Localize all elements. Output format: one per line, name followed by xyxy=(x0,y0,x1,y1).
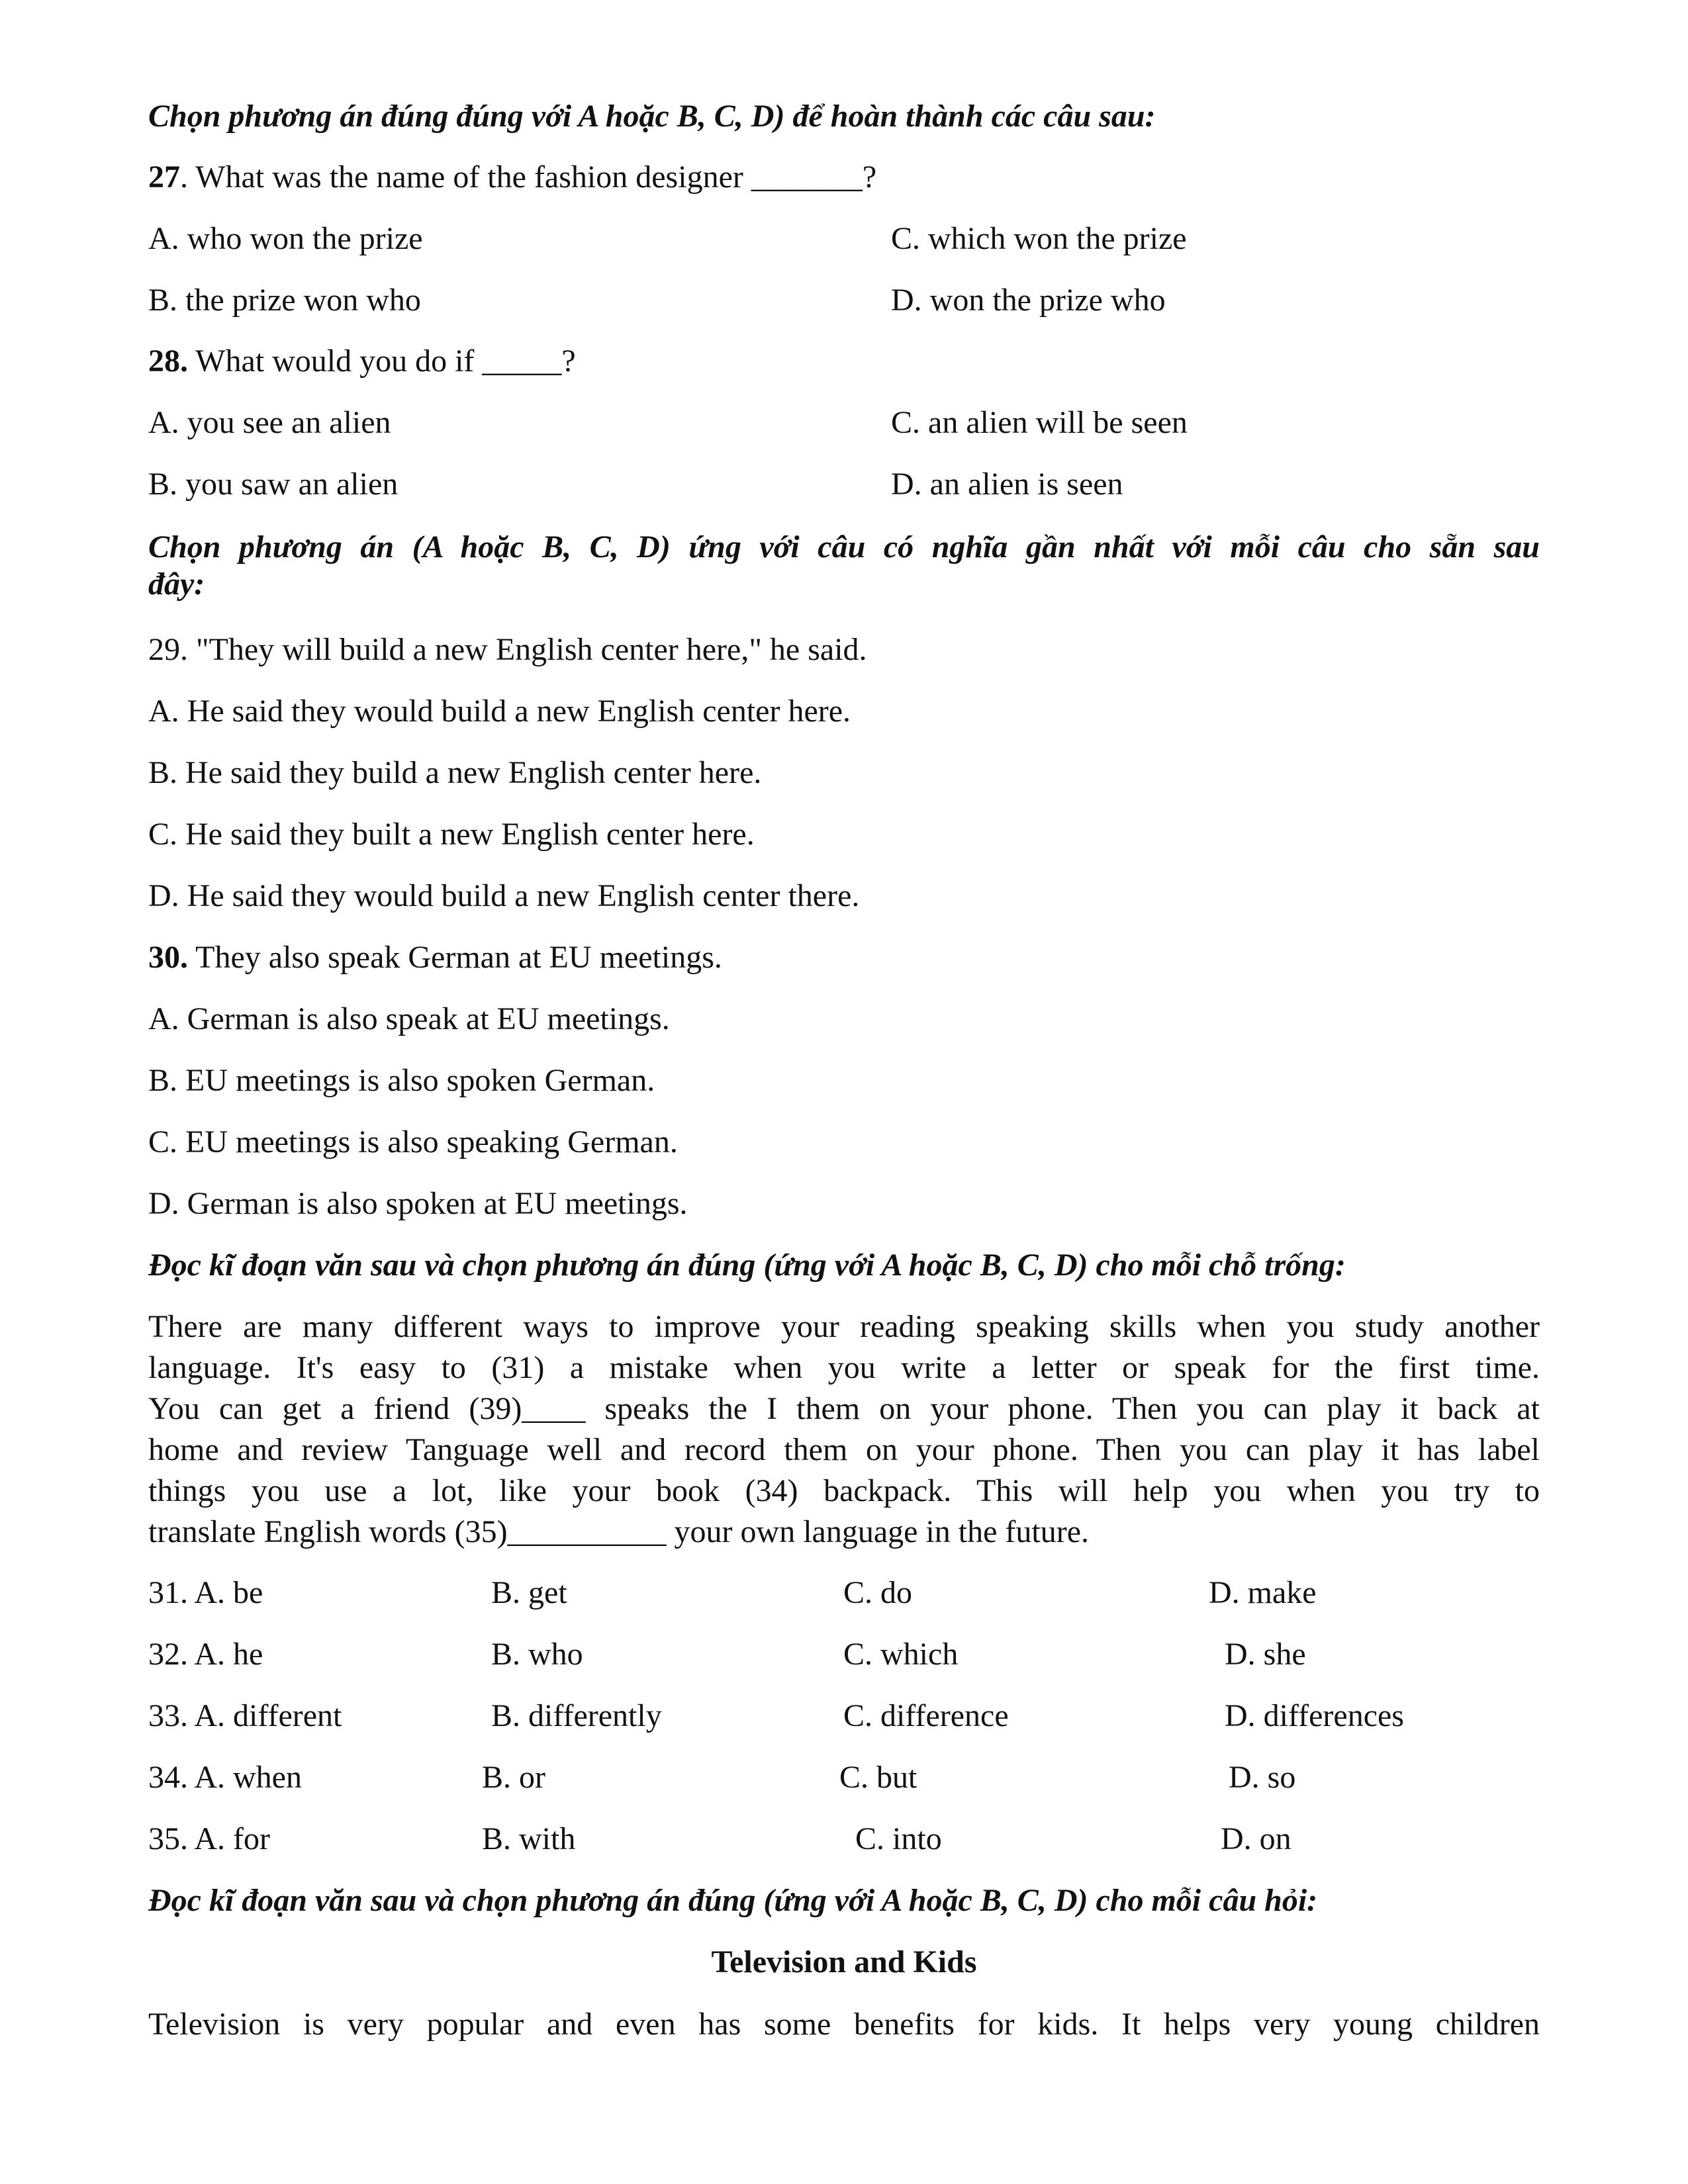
cloze-33-d: D. differences xyxy=(1225,1698,1404,1733)
section-heading-2 xyxy=(148,527,1540,605)
option-28d: D. an alien is seen xyxy=(891,467,1123,502)
question-28 xyxy=(148,341,576,381)
section-heading-2-line-1: Chọn phương án (A hoặc B, C, D) ứng với câu có nghĩa gần nhất với mỗi câu cho sẵn sau xyxy=(148,529,1540,565)
passage-line: home and review Tanguage well and record them on your phone. Then you can play it has label xyxy=(148,1432,1540,1467)
reading-passage xyxy=(148,2004,1540,2045)
section-heading-4: Đọc kĩ đoạn văn sau và chọn phương án đúng (ứng với A hoặc B, C, D) cho mỗi câu hỏi: xyxy=(148,1883,1318,1918)
cloze-31-a: 31. A. be xyxy=(148,1575,263,1610)
passage-line: language. It's easy to (31) a mistake when you write a letter or speak for the first time. xyxy=(148,1350,1540,1385)
question-29: 29. "They will build a new English center here," he said. xyxy=(148,632,867,667)
cloze-32-c: C. which xyxy=(843,1637,959,1672)
cloze-33-a: 33. A. different xyxy=(148,1698,342,1733)
option-28a: A. you see an alien xyxy=(148,405,391,440)
cloze-32-a: 32. A. he xyxy=(148,1637,263,1672)
option-28c: C. an alien will be seen xyxy=(891,405,1188,440)
option-27b: B. the prize won who xyxy=(148,283,421,318)
option-27c: C. which won the prize xyxy=(891,221,1187,256)
section-heading-2-line-2: đây: xyxy=(148,567,205,602)
question-number: 27 xyxy=(148,159,180,195)
question-stem: . What was the name of the fashion designer _______? xyxy=(180,159,877,195)
option-29a: A. He said they would build a new English center here. xyxy=(148,694,851,729)
cloze-33-c: C. difference xyxy=(843,1698,1009,1733)
cloze-34-a: 34. A. when xyxy=(148,1760,302,1795)
cloze-31-d: D. make xyxy=(1209,1575,1317,1610)
cloze-34-c: C. but xyxy=(839,1760,917,1795)
option-29d: D. He said they would build a new English center there. xyxy=(148,878,860,913)
section-heading-3: Đọc kĩ đoạn văn sau và chọn phương án đúng (ứng với A hoặc B, C, D) cho mỗi chỗ trống: xyxy=(148,1248,1346,1283)
section-heading-1: Chọn phương án đúng đúng với A hoặc B, C, D) để hoàn thành các câu sau: xyxy=(148,99,1156,134)
cloze-35-a: 35. A. for xyxy=(148,1821,270,1856)
passage-line: There are many different ways to improve your reading speaking skills when you study another xyxy=(148,1309,1540,1344)
cloze-31-b: B. get xyxy=(491,1575,567,1610)
cloze-35-b: B. with xyxy=(482,1821,576,1856)
option-30d: D. German is also spoken at EU meetings. xyxy=(148,1186,688,1221)
passage-line: You can get a friend (39)____ speaks the I them on your phone. Then you can play it back at xyxy=(148,1391,1540,1426)
option-27d: D. won the prize who xyxy=(891,283,1166,318)
cloze-passage xyxy=(148,1306,1540,1553)
question-27 xyxy=(148,158,876,197)
cloze-34-b: B. or xyxy=(482,1760,545,1795)
cloze-35-c: C. into xyxy=(855,1821,942,1856)
cloze-33-b: B. differently xyxy=(491,1698,662,1733)
option-30c: C. EU meetings is also speaking German. xyxy=(148,1124,678,1160)
question-number: 30. xyxy=(148,940,188,975)
cloze-31-c: C. do xyxy=(843,1575,913,1610)
passage-line: translate English words (35)__________ your own language in the future. xyxy=(148,1514,1090,1549)
option-30b: B. EU meetings is also spoken German. xyxy=(148,1063,655,1098)
passage-line: Television is very popular and even has some benefits for kids. It helps very young children xyxy=(148,2007,1540,2042)
question-stem: What would you do if _____? xyxy=(188,343,576,379)
cloze-32-b: B. who xyxy=(491,1637,583,1672)
question-30 xyxy=(148,938,722,978)
cloze-35-d: D. on xyxy=(1221,1821,1291,1856)
option-27a: A. who won the prize xyxy=(148,221,423,256)
question-stem: They also speak German at EU meetings. xyxy=(188,940,722,975)
option-29b: B. He said they build a new English center here. xyxy=(148,755,762,790)
passage-title: Television and Kids xyxy=(711,1944,977,1979)
cloze-34-d: D. so xyxy=(1229,1760,1296,1795)
option-28b: B. you saw an alien xyxy=(148,467,399,502)
question-number: 28. xyxy=(148,343,188,379)
option-30a: A. German is also speak at EU meetings. xyxy=(148,1001,670,1036)
cloze-32-d: D. she xyxy=(1225,1637,1306,1672)
option-29c: C. He said they built a new English center here. xyxy=(148,817,755,852)
passage-line: things you use a lot, like your book (34) backpack. This will help you when you try to xyxy=(148,1473,1540,1508)
